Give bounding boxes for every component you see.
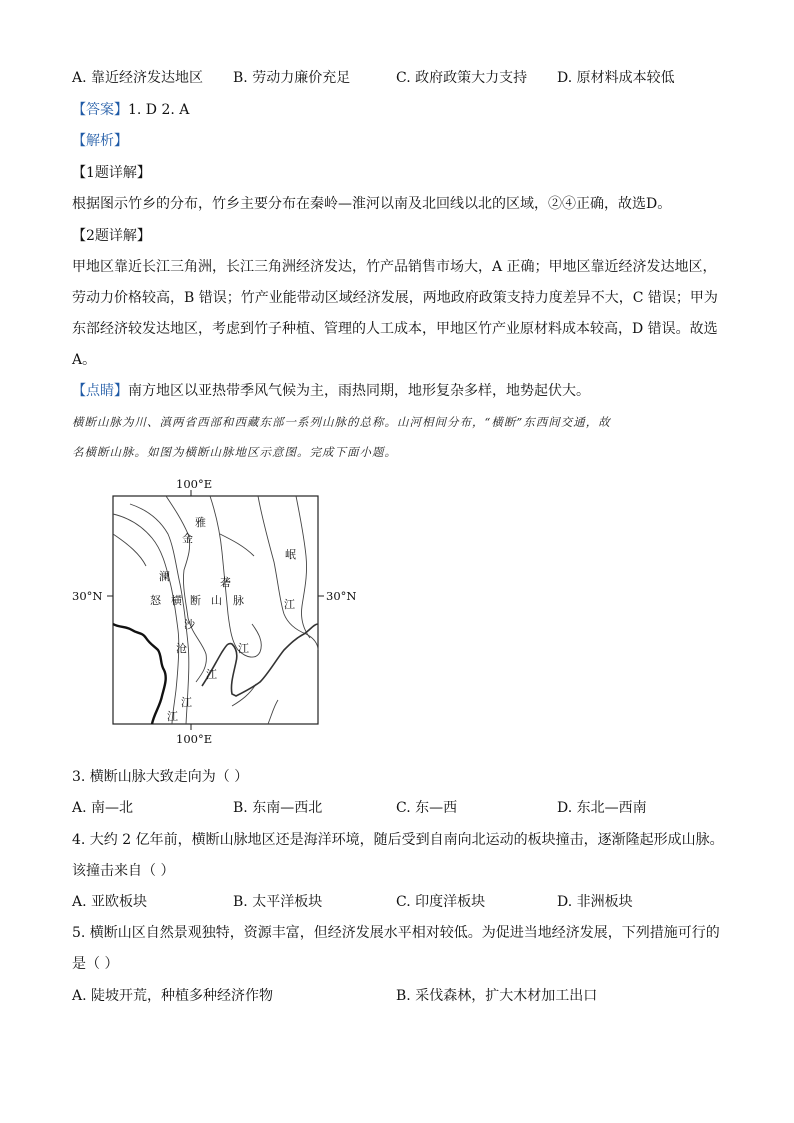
tributary-4 — [268, 700, 278, 724]
label-jiang-jin: 江 — [206, 668, 217, 681]
border-line — [113, 624, 166, 724]
q4-stem-1: 4. 大约 2 亿年前，横断山脉地区还是海洋环境，随后受到自南向北运动的板块撞击，逐渐隆起形成山脉。 — [72, 832, 724, 848]
label-jiang-lan: 江 — [181, 696, 192, 709]
q2-detail-head: 【2题详解】 — [72, 228, 151, 244]
answer-text: 1. D 2. A — [128, 102, 190, 118]
q2-detail-line: A。 — [72, 352, 97, 368]
tributary-2 — [220, 534, 254, 556]
q1-detail-head: 【1题详解】 — [72, 165, 151, 181]
label-shan: 山 — [211, 594, 222, 607]
label-jiang-nu: 江 — [167, 710, 178, 723]
yalong-river — [210, 496, 261, 657]
label-sha: 沙 — [184, 618, 195, 631]
lat-right-label: 30°N — [326, 589, 357, 603]
answer-line — [72, 99, 189, 119]
q3-option-d[interactable]: D. 东北—西南 — [557, 800, 647, 816]
tip-text: 南方地区以亚热带季风气候为主，雨热同期，地形复杂多样，地势起伏大。 — [128, 383, 590, 399]
q2-detail-line: 甲地区靠近长江三角洲，长江三角洲经济发达，竹产品销售市场大，A 正确；甲地区靠近经济发达地区， — [72, 259, 717, 275]
q2-detail-line: 劳动力价格较高，B 错误；竹产业能带动区域经济发展，两地政府政策支持力度差异不大，C 错误；甲为 — [72, 290, 718, 306]
q4-option-b[interactable]: B. 太平洋板块 — [233, 894, 323, 910]
tip-line — [72, 380, 590, 400]
dadu-river — [258, 496, 318, 650]
lat-left-label: 30°N — [72, 589, 103, 603]
tip-tag: 【点睛】 — [72, 383, 128, 399]
lon-bottom-label: 100°E — [176, 732, 213, 746]
lancang-river — [130, 504, 189, 724]
lon-top-label: 100°E — [176, 477, 213, 491]
prev-option-d: D. 原材料成本较低 — [557, 70, 675, 86]
label-jin: 金 — [182, 532, 193, 545]
q5-option-a[interactable]: A. 陡坡开荒，种植多种经济作物 — [72, 988, 274, 1004]
province-boundary — [202, 624, 318, 696]
label-nu: 怒 — [150, 594, 161, 607]
q1-detail-text: 根据图示竹乡的分布，竹乡主要分布在秦岭—淮河以南及北回线以北的区域，②④正确，故选D。 — [72, 196, 672, 212]
label-lan: 澜 — [159, 570, 170, 583]
label-cang: 沧 — [176, 642, 187, 655]
nu-river — [113, 514, 179, 724]
tributary-1 — [113, 534, 146, 566]
q5-option-b[interactable]: B. 采伐森林，扩大木材加工出口 — [396, 988, 598, 1004]
label-min: 岷 — [285, 548, 296, 561]
intro-line-2: 名横断山脉。如图为横断山脉地区示意图。完成下面小题。 — [72, 445, 397, 459]
prev-option-b: B. 劳动力廉价充足 — [233, 70, 351, 86]
q4-option-a[interactable]: A. 亚欧板块 — [72, 894, 148, 910]
min-river — [296, 496, 310, 638]
q2-detail-line: 东部经济较发达地区，考虑到竹子种植、管理的人工成本，甲地区竹产业原材料成本较高，D 错误。故选 — [72, 321, 718, 337]
q3-option-b[interactable]: B. 东南—西北 — [233, 800, 323, 816]
q3-option-c[interactable]: C. 东—西 — [396, 800, 458, 816]
label-heng: 横 — [171, 594, 182, 607]
q3-stem: 3. 横断山脉大致走向为（ ） — [72, 769, 249, 785]
q4-option-d[interactable]: D. 非洲板块 — [557, 894, 633, 910]
label-jiang-min: 江 — [284, 598, 295, 611]
label-mai: 脉 — [233, 594, 244, 607]
prev-option-a: A. 靠近经济发达地区 — [72, 70, 204, 86]
label-jiang-long: 江 — [238, 642, 249, 655]
q5-stem-1: 5. 横断山区自然景观独特，资源丰富，但经济发展水平相对较低。为促进当地经济发展，下列措施可行的 — [72, 925, 720, 941]
label-ya: 雅 — [195, 516, 206, 529]
q4-option-c[interactable]: C. 印度洋板块 — [396, 894, 486, 910]
analysis-line — [72, 130, 128, 150]
label-duan: 断 — [190, 594, 201, 607]
q4-stem-2: 该撞击来自（ ） — [72, 863, 175, 879]
q3-option-a[interactable]: A. 南—北 — [72, 800, 134, 816]
q5-stem-2: 是（ ） — [72, 956, 119, 972]
analysis-tag: 【解析】 — [72, 133, 128, 149]
answer-tag: 【答案】 — [72, 102, 128, 118]
prev-option-c: C. 政府政策大力支持 — [396, 70, 528, 86]
label-long: 砻 — [220, 576, 231, 589]
intro-line-1: 横断山脉为川、滇两省西部和西藏东部一系列山脉的总称。山河相间分布，“横断”东西间交通，故 — [72, 415, 611, 429]
hengduan-map — [70, 474, 370, 748]
